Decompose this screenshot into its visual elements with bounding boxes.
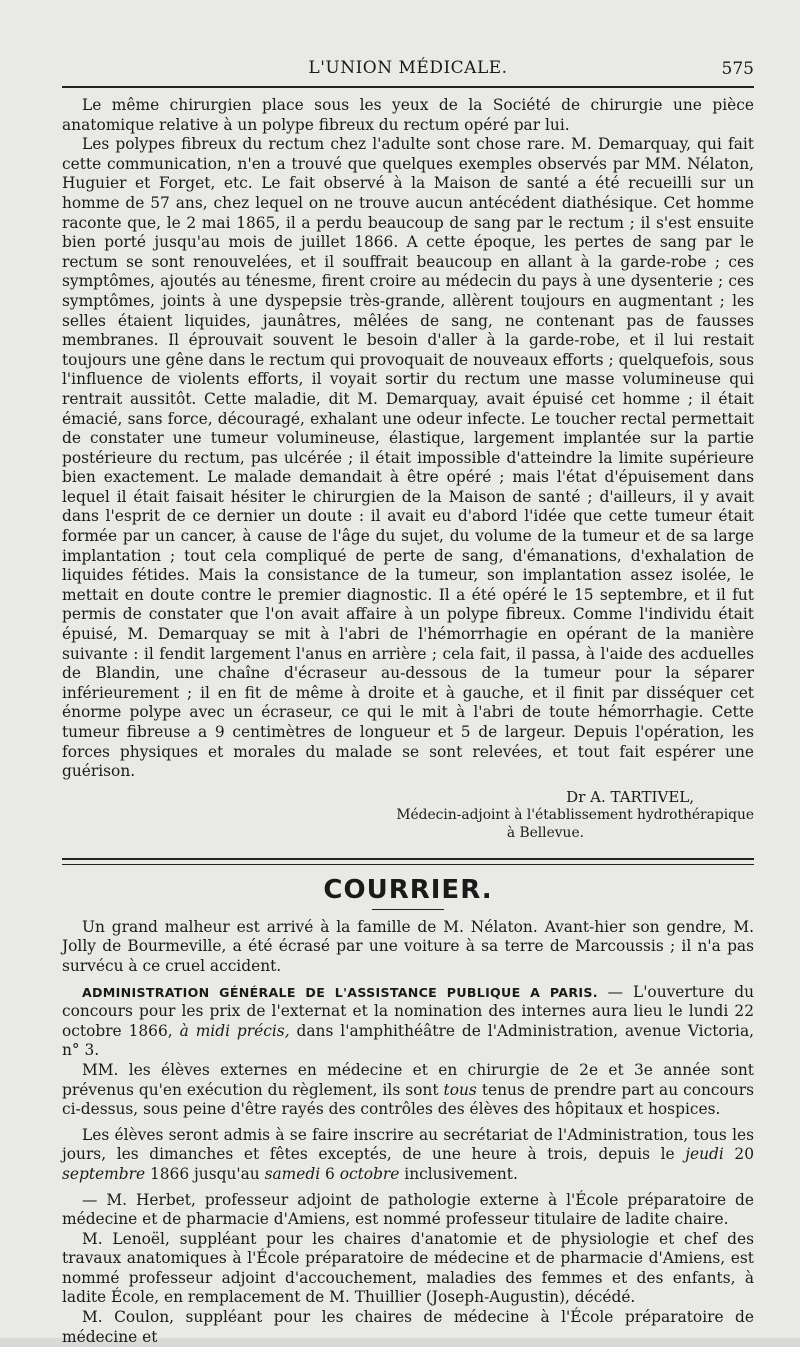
page-content [62,50,754,1347]
courrier-paragraph-5: — M. Herbet, professeur adjoint de pathologie externe à l'École préparatoire de médecine et de pharmacie d'Amiens, est nommé professeur titulaire de ladite chaire. [62,1190,754,1229]
text-run: inclusivement. [399,1164,518,1183]
title-underline [372,909,444,910]
italic-run: tous [443,1080,477,1099]
signature-role: Médecin-adjoint à l'établissement hydrothérapique [396,806,754,823]
journal-title: L'UNION MÉDICALE. [308,58,508,78]
italic-run: jeudi [685,1145,724,1164]
italic-run: septembre [62,1164,146,1183]
text-run: MM. les élèves externes en médecine et en chirurgie de 2e et 3e année sont prévenus qu'en exécution du règlement, ils sont [62,1060,754,1099]
article-signature [62,788,754,842]
italic-run: à midi précis, [179,1021,290,1040]
italic-run: samedi [264,1164,321,1183]
page-number: 575 [721,59,754,79]
header-rule [62,86,754,88]
signature-place: à Bellevue. [506,824,584,841]
courrier-paragraph-4 [62,1126,754,1185]
text-run: 1866 jusqu'au [145,1164,265,1183]
italic-run: octobre [339,1164,400,1183]
courrier-paragraph-7: M. Coulon, suppléant pour les chaires de médecine à l'École préparatoire de médecine et [62,1308,754,1346]
text-run: 20 [723,1145,754,1164]
section-title-courrier: COURRIER. [323,874,493,905]
article-paragraph-1: Le même chirurgien place sous les yeux de la Société de chirurgie une pièce anatomique relative à un polype fibreux du rectum opéré par lui. [62,96,754,134]
section-divider [62,858,754,865]
courrier-paragraph-3 [62,1061,754,1120]
text-run: dans l'amphithéâtre de l'Administration, avenue Victoria, n° 3. [62,1021,755,1060]
text-run: 6 [320,1164,340,1183]
text-run: tenus de prendre part au concours ci-dessus, sous peine d'être rayés des contrôles des élèves des hôpitaux et hospices. [62,1080,754,1119]
courrier-paragraph-2 [62,983,754,1061]
text-run: — L'ouverture du concours pour les prix de l'externat et la nomination des internes aura lieu le lundi 22 octobre 1866, [62,982,754,1040]
article-paragraph-2: Les polypes fibreux du rectum chez l'adulte sont chose rare. M. Demarquay, qui fait cette communication, n'en a trouvé que quelques exemples observés par MM. Nélaton, Huguier et Forget, etc. Le fait observé à la Maison de santé a été recueilli sur un homme de 57 ans, chez lequel on ne trouve aucun antécédent diathésique. Cet homme raconte que, le 2 mai 1865, il a perdu beaucoup de sang par le rectum ; il s'est ensuite bien porté jusqu'au mois de juillet 1866. A cette époque, les pertes de sang par le rectum se sont renouvelées, et il souffrait beaucoup en allant à la garde-robe ; ces symptômes, ajoutés au ténesme, firent croire au médecin du pays à une dysenterie ; ces symptômes, joints à une dyspepsie très-grande, allèrent toujours en augmentant ; les selles étaient liquides, jaunâtres, mêlées de sang, ne contenant pas de fausses membranes. Il éprouvait souvent le besoin d'aller à la garde-robe, et il lui restait toujours une gêne dans le rectum qui provoquait de nouveaux efforts ; quelquefois, sous l'influence de violents efforts, il voyait sortir du rectum une masse volumineuse qui rentrait aussitôt. Cette maladie, dit M. Demarquay, avait épuisé cet homme ; il était émacié, sans force, découragé, exhalant une odeur infecte. Le toucher rectal permettait de constater une tumeur volumineuse, élastique, largement implantée sur la partie postérieure du rectum, pas ulcérée ; il était impossible d'atteindre la limite supérieure bien exactement. Le malade demandait à être opéré ; mais l'état d'épuisement dans lequel il était faisait hésiter le chirurgien de la Maison de santé ; d'ailleurs, il y avait dans l'esprit de ce dernier un doute : il avait eu d'abord l'idée que cette tumeur était formée par un cancer, à cause de l'âge du sujet, du volume de la tumeur et de sa large implantation ; tout cela compliqué de perte de sang, d'émanations, d'exhalation de liquides fétides. Mais la consistance de la tumeur, son implantation assez isolée, le mettait en doute contre le premier diagnostic. Il a été opéré le 15 septembre, et il fut permis de constater que l'on avait affaire à un polype fibreux. Comme l'individu était épuisé, M. Demarquay se mit à l'abri de l'hémorrhagie en opérant de la manière suivante : il fendit largement l'anus en arrière ; cela fait, il passa, à l'aide des acduelles de Blandin, une chaîne d'écraseur au-dessous de la tumeur pour la séparer inférieurement ; il en fit de même à droite et à gauche, et il finit par disséquer cet énorme polype avec un écraseur, ce qui le mit à l'abri de toute hémorrhagie. Cette tumeur fibreuse a 9 centimètres de longueur et 5 de largeur. Depuis l'opération, les forces physiques et morales du malade se sont relevées, et tout fait espérer une guérison. [62,135,754,781]
section-heading-caps: ADMINISTRATION GÉNÉRALE DE L'ASSISTANCE PUBLIQUE A PARIS. [82,984,598,1000]
running-header [62,50,754,86]
courrier-paragraph-6: M. Lenoël, suppléant pour les chaires d'anatomie et de physiologie et chef des travaux anatomiques à l'École préparatoire de médecine et de pharmacie d'Amiens, est nommé professeur adjoint d'accouchement, maladies des femmes et des enfants, à ladite École, en remplacement de M. Thuillier (Joseph-Augustin), décédé. [62,1229,754,1307]
signature-name: Dr A. TARTIVEL, [566,787,694,806]
courrier-paragraph-1: Un grand malheur est arrivé à la famille de M. Nélaton. Avant-hier son gendre, M. Jolly de Bourmeville, a été écrasé par une voiture à sa terre de Marcoussis ; il n'a pas survécu à ce cruel accident. [62,917,754,975]
text-run: Les élèves seront admis à se faire inscrire au secrétariat de l'Administration, tous les jours, les dimanches et fêtes exceptés, de une heure à trois, depuis le [62,1125,754,1164]
